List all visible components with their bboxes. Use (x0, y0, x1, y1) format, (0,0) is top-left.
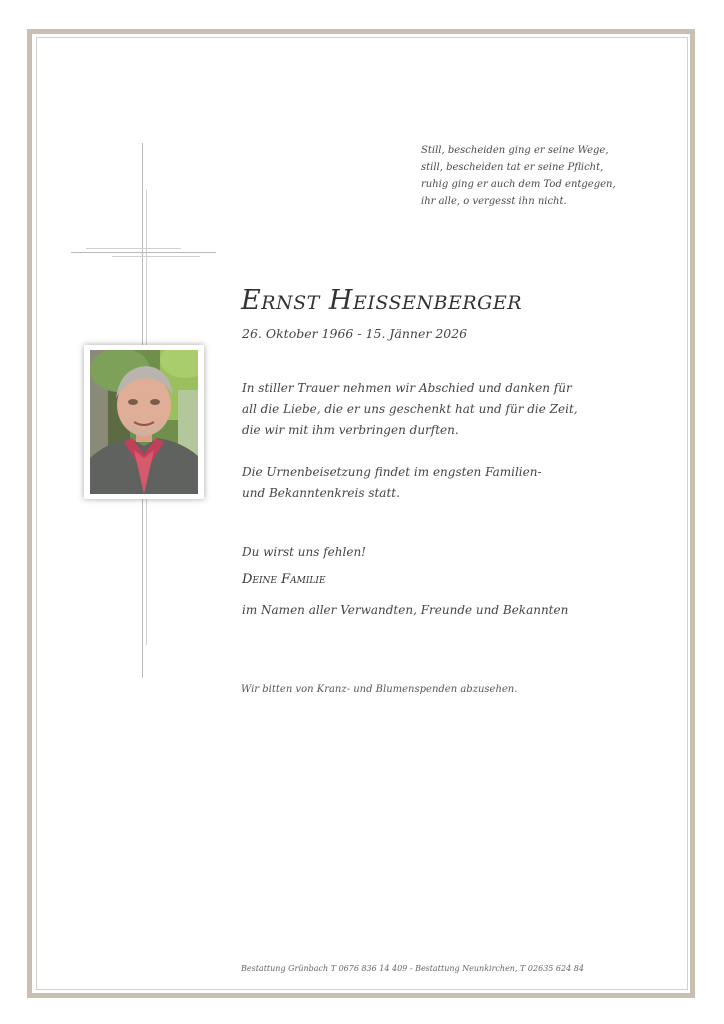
paragraph-line: all die Liebe, die er uns geschenkt hat und für die Zeit, (242, 402, 578, 416)
poem (421, 142, 616, 210)
life-dates: 26. Oktober 1966 - 15. Jänner 2026 (242, 326, 468, 341)
family-signature: Deine Familie (242, 572, 326, 587)
burial-paragraph (242, 462, 542, 504)
poem-line: ihr alle, o vergesst ihn nicht. (421, 196, 567, 207)
paragraph-line: Die Urnenbeisetzung findet im engsten Familien- (242, 465, 542, 479)
cross-horizontal-line-lower (112, 256, 200, 257)
poem-line: ruhig ging er auch dem Tod entgegen, (421, 179, 616, 190)
donation-request: Wir bitten von Kranz- und Blumenspenden abzusehen. (241, 684, 518, 695)
portrait-photo (90, 350, 198, 494)
cross-horizontal-line (71, 252, 216, 253)
portrait-frame (84, 345, 204, 499)
paragraph-line: In stiller Trauer nehmen wir Abschied und danken für (242, 381, 572, 395)
poem-line: Still, bescheiden ging er seine Wege, (421, 145, 609, 156)
missing-you-line: Du wirst uns fehlen! (242, 545, 366, 559)
paragraph-line: und Bekanntenkreis statt. (242, 486, 400, 500)
paragraph-line: die wir mit ihm verbringen durften. (242, 423, 459, 437)
relatives-line: im Namen aller Verwandten, Freunde und Bekannten (242, 603, 569, 617)
poem-line: still, bescheiden tat er seine Pflicht, (421, 162, 604, 173)
farewell-paragraph (242, 378, 578, 441)
cross-horizontal-line-upper (86, 248, 181, 249)
funeral-home-footer: Bestattung Grünbach T 0676 836 14 409 - Bestattung Neunkirchen, T 02635 624 84 (241, 964, 584, 973)
deceased-name: Ernst Heissenberger (241, 285, 523, 316)
